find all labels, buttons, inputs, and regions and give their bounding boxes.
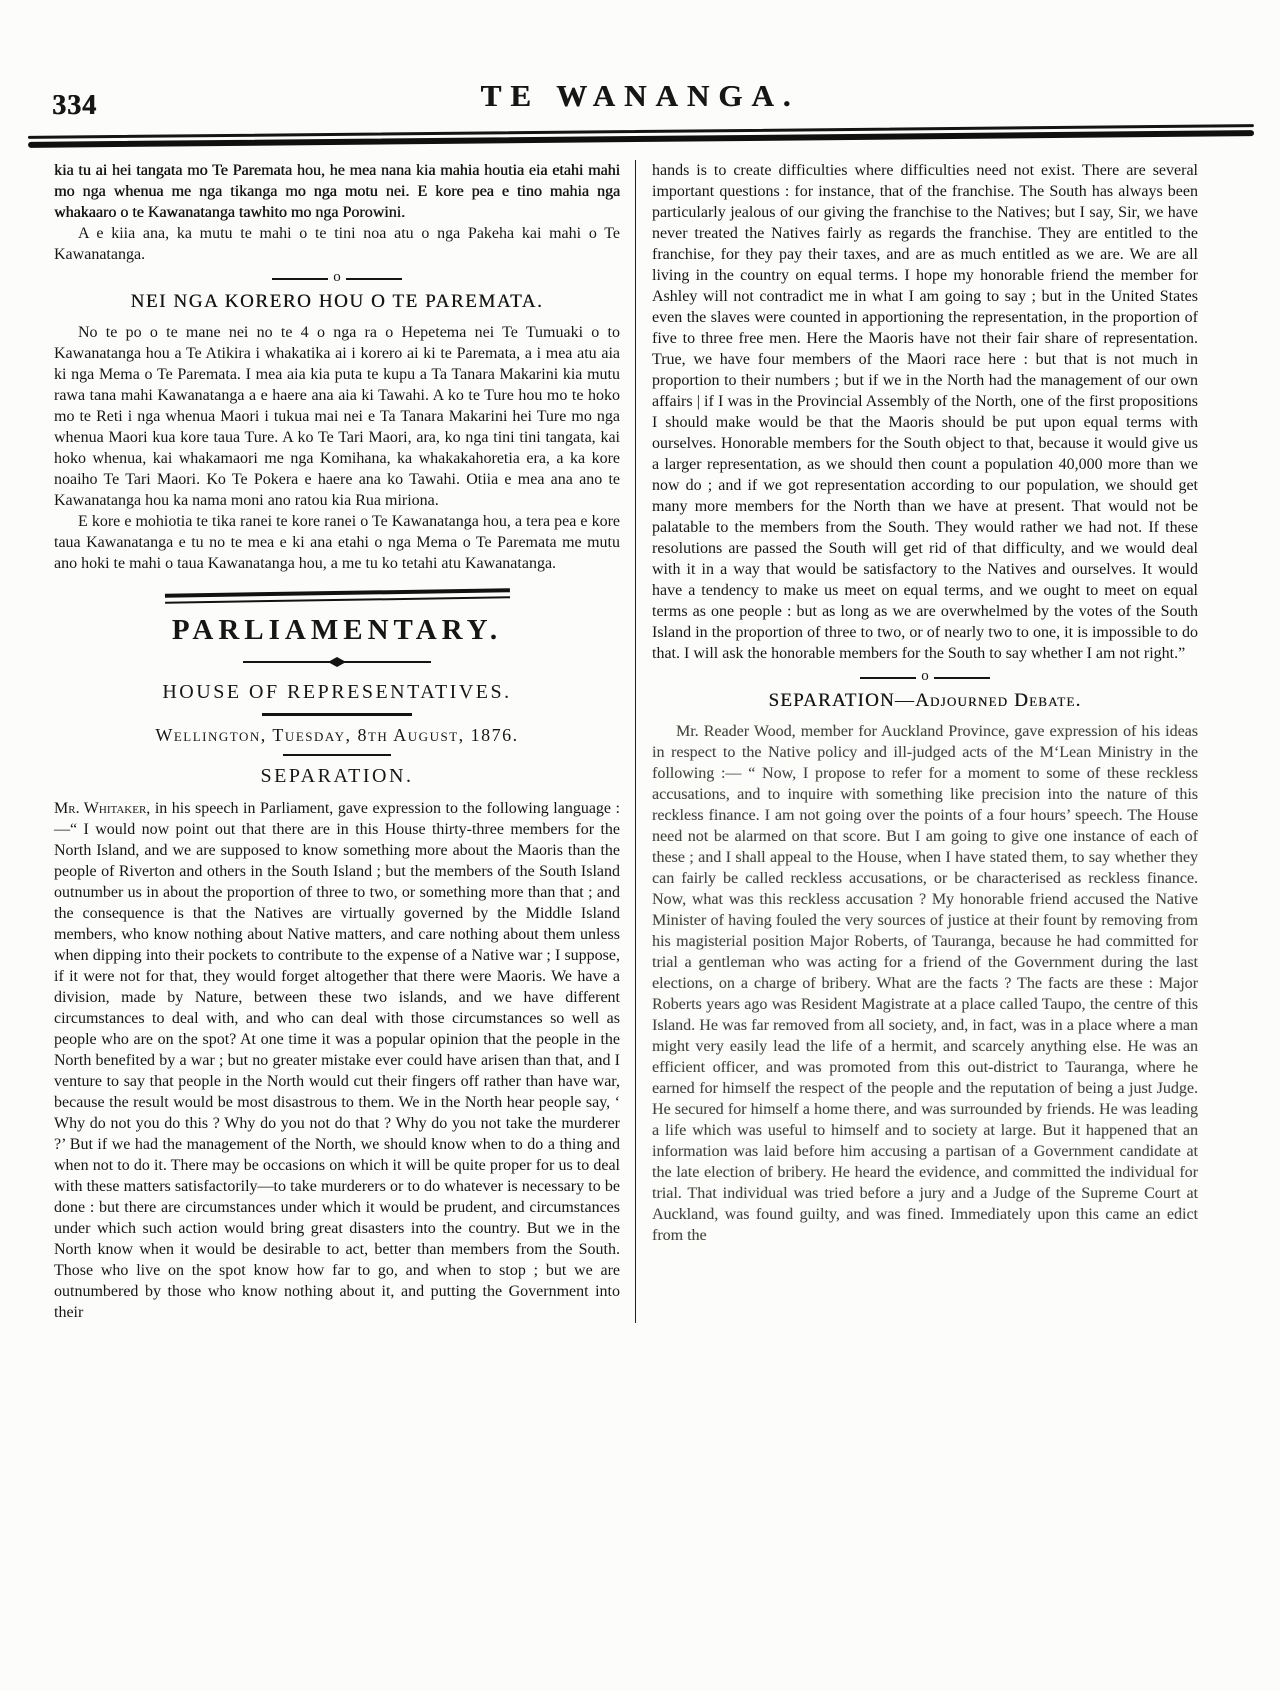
house-of-representatives-heading: HOUSE OF REPRESENTATIVES. (162, 681, 512, 703)
speaker-name: Mr. Reader Wood, (676, 723, 796, 740)
maori-news-paragraph: No te po o te mane nei no te 4 o nga ra o Hepetema nei Te Tumuaki o to Kawanatanga hou a Te Atikira i whakatika ai i korero ai ki te Paremata, a i mea atu aia ki nga Mema o Te Paremata. I mea aia kia puta te kupu a Ta Tanara Makarini kia mutu rawa tana mahi Kawanatanga a e haere ana aia ki Tawahi. A ko te Ture hou mo te hoko mo te Reti i nga whenua Maori i tukua mai nei e Ta Tanara Makarini hei Ture mo nga whenua Maori kua kore taua Ture. A ko Te Tari Maori, ara, ko nga tini tini tangata, kai hoko whenua, kai whakamaori me nga Komihana, ka whakakahoretia era, a ka kore noaiho Te Tari Maori. Ko Te Pokera e haere ana ko Tawahi. Otiia e mea ana ano te Kawanatanga hou ka nama moni ano ratou kia Rua miriona. (54, 324, 620, 509)
column-layout (54, 160, 1198, 1323)
diamond-ornament-icon (328, 657, 346, 667)
speech-text: member for Auckland Province, gave expression of his ideas in respect to the Native policy and ill-judged acts of the M‘Lean Ministry in the following :— “ Now, I propose to refer for a moment to some of these reckless accusations, and to inquire with something like precision into the nature of this reckless finance. I am not going over the points of a four hours’ speech. The House need not be alarmed on that score. But I am going to give one instance of each of these ; and I shall appeal to the House, when I have stated them, to say whether they can fairly be called reckless accusations, or be characterised as reckless finance. Now, what was this reckless accusation ? My honorable friend accused the Native Minister of having fouled the very sources of justice at their fount by removing from his magisterial position Major Roberts, of Tauranga, because he had committed for trial a gentleman who was acting for a friend of the Government during the last elections, on a charge of bribery. What are the facts ? The facts are these : Major Roberts years ago was Resident Magistrate at a place called Taupo, the centre of this Island. He was far removed from all society, and, in fact, was in a place where a man might very easily lead the life of a hermit, and scarcely anything else. He was an efficient officer, and was promoted from this out-district to Tauranga, where he earned for himself the respect of the people and the reputation of being a just Judge. He secured for himself a home there, and was surrounded by friends. He was leading a life which was useful to himself and to society at large. But it happened that an information was laid before him accusing a partisan of a Government candidate at the late election of bribery. He heard the evidence, and committed the individual for trial. That individual was tried before a jury and a Judge of the Supreme Court at Auckland, was found guilty, and was fined. Immediately upon this came an edict from the (652, 723, 1198, 1244)
divider-o-glyph: o (921, 668, 929, 684)
short-rule (283, 754, 391, 756)
page-number: 334 (52, 90, 97, 121)
speech-text: in his speech in Parliament, gave expression to the following language :—“ I would now point out that there are in this House thirty-three members for the North Island, and we are supposed to know something more about the Maoris than the people of Riverton and others in the South Island ; but the members of the South Island outnumber us in about the proportion of three to two, or something more than that ; and the consequence is that the Natives are virtually governed by the Middle Island members, who know nothing about Native matters, and care nothing about them unless when dipping into their pockets to contribute to the expense of a Native war ; I suppose, if it were not for that, they would forget altogether that there were Maoris. We have a division, made by Nature, between these two islands, and we have different circumstances to deal with, and who can deal with those circumstances so well as people who are on the spot? At one time it was a popular opinion that the people in the North benefited by a war ; but no greater mistake ever could have arisen than that, and I venture to say that people in the North would cut their fingers off rather than have war, because the result would be most disastrous to them. We in the North hear people say, ‘ Why do not you do this ? Why do you not do that ? Why do you not take the murderer ?’ But if we had the management of the North, we should know when to do a thing and when not to do it. There may be occasions on which it will be quite proper for us to deal with these matters satisfactorily—to take murderers or to do whatever is necessary to be done : but there are circumstances under which it would be prudent, and circumstances under which such action would bring great disasters into the country. But we in the North know when it would be desirable to act, better than members from the South. Those who live on the spot know how far to go, and when to stop ; but we are outnumbered by those who know nothing about it, and putting the Government into their (54, 799, 621, 1321)
maori-continuation-paragraph: kia tu ai hei tangata mo Te Paremata hou, he mea nana kia mahia houtia eia etahi mahi mo nga whenua me nga tikanga mo nga motu nei. E kore pea e tino mahia nga whakaaro o te Kawanatanga tawhito mo nga Porowini. (54, 162, 620, 221)
masthead (0, 78, 1280, 128)
left-column (54, 160, 635, 1323)
speech-continuation-paragraph: hands is to create difficulties where difficulties need not exist. There are several important questions : for instance, that of the franchise. The South has always been particularly jealous of our giving the franchise to the Natives; but I say, Sir, we have never treated the Natives fairly as regards the franchise. They are entitled to the franchise, for they pay their taxes, and are as much entitled as we are. We are all living in the country on equal terms. I hope my honorable friend the member for Ashley will not contradict me in what I am going to say ; but in the United States even the slaves were counted in apportioning the representation, in the proportion of five to three free men. Here the Maoris have not their fair share of representation. True, we have four members of the Maori race here : but that is not much in proportion to their numbers ; but if we in the North had the management of our own affairs | if I was in the Provincial Assembly of the North, one of the first propositions I should make would be that the Maoris should be put upon equal terms with ourselves. Honorable members for the South object to that, because it would give us a larger representation, as we should then count a population 40,000 more than we now do ; and if we got representation according to our population, we should get many more members for the North than we have at present. That would not be palatable to the members from the South. They would rather we had not. If these resolutions are passed the South will get rid of that difficulty, and we would deal with it in a way that would be satisfactory to the Natives and ourselves. It would have a tendency to make us meet on equal terms, and we ought to meet on equal terms as one people : but as long as we are overwhelmed by the votes of the South Island in the proportion of three to two, or of nearly two to one, it is impossible to do that. I will ask the honorable members for the South to say whether I am not right.” (652, 162, 1198, 662)
right-column (635, 160, 1198, 1323)
double-rule (164, 588, 509, 603)
short-rule (262, 713, 412, 716)
section-divider (652, 668, 1198, 684)
news-section-heading: NEI NGA KORERO HOU O TE PAREMATA. (130, 291, 544, 312)
whitaker-speech-paragraph (54, 798, 620, 1323)
speaker-name: Mr. Whitaker, (54, 799, 151, 817)
parliamentary-heading: PARLIAMENTARY. (171, 614, 503, 646)
maori-paragraph: A e kiia ana, ka mutu te mahi o te tini noa atu o nga Pakeha kai mahi o Te Kawanatanga. (54, 225, 620, 263)
divider-o-glyph: o (333, 269, 341, 285)
reader-wood-speech-paragraph (652, 721, 1198, 1246)
maori-news-paragraph: E kore e mohiotia te tika ranei te kore ranei o Te Kawanatanga hou, a tera pea e kore taua Kawanatanga e tu no te mea e ki ana etahi o nga Mema o Te Paremata me mutu ano hoki te mahi o taua Kawanatanga hou, a me tu ko tetahi atu Kawanatanga. (54, 513, 620, 572)
diamond-rule (54, 657, 620, 667)
section-divider (54, 269, 620, 285)
separation-heading: SEPARATION. (260, 764, 414, 787)
adjourned-debate-heading: SEPARATION—Adjourned Debate. (768, 690, 1082, 711)
paper-title: TE WANANGA. (480, 78, 800, 113)
dateline: Wellington, Tuesday, 8th August, 1876. (155, 724, 519, 745)
